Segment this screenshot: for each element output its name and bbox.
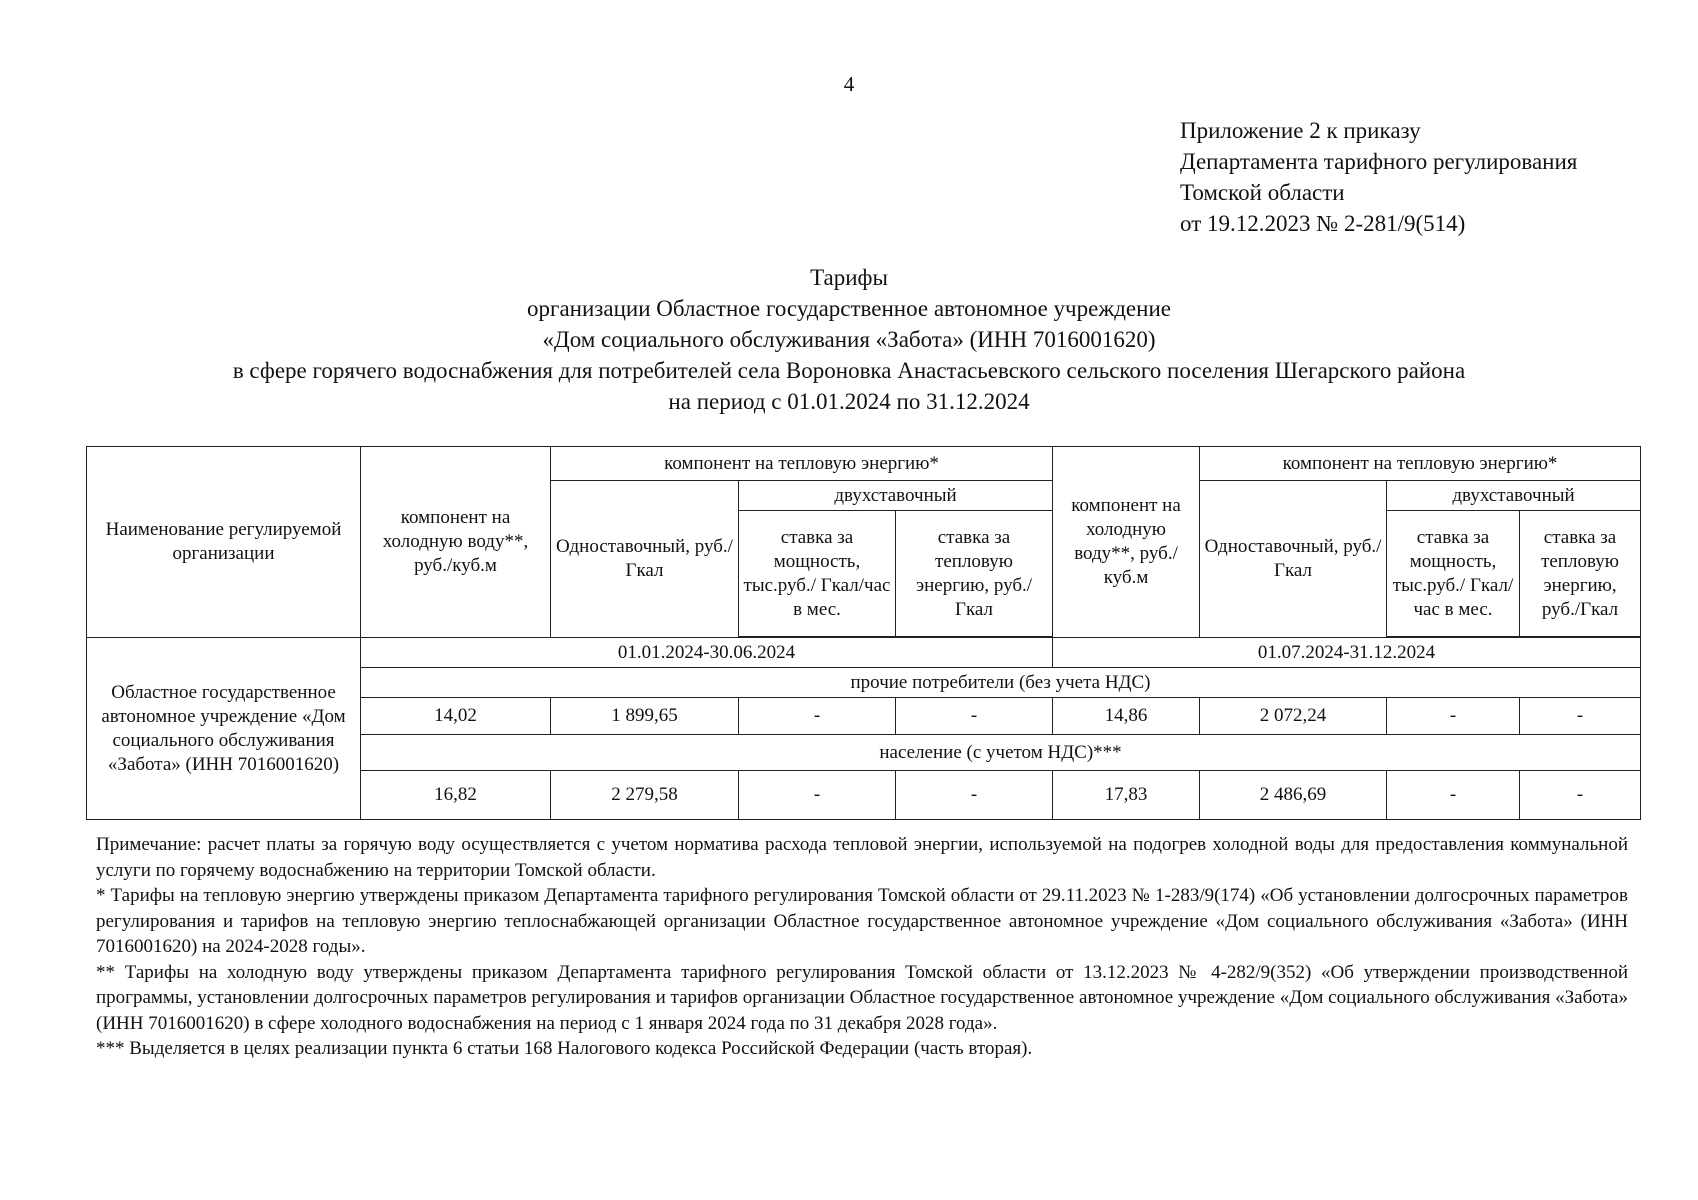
table-cell: 17,83 — [1053, 771, 1200, 820]
table-cell: - — [1520, 698, 1641, 735]
header-capacity-rate: ставка за мощность, тыс.руб./ Гкал/час в мес. — [739, 511, 896, 637]
annex-line: Томской области — [1180, 180, 1345, 205]
header-org-name: Наименование регулируемой организации — [87, 447, 361, 638]
table-cell: - — [1387, 698, 1520, 735]
table-cell: 1 899,65 — [551, 698, 739, 735]
table-cell: - — [739, 771, 896, 820]
table-cell: - — [896, 771, 1053, 820]
group-population: население (с учетом НДС)*** — [361, 735, 1641, 771]
table-cell: - — [896, 698, 1053, 735]
table-cell: 2 279,58 — [551, 771, 739, 820]
annex-line: от 19.12.2023 № 2-281/9(514) — [1180, 211, 1466, 236]
title-line: организации Областное государственное автономное учреждение — [527, 296, 1171, 321]
header-capacity-rate-2: ставка за мощность, тыс.руб./ Гкал/час в мес. — [1387, 511, 1520, 637]
note-paragraph: *** Выделяется в целях реализации пункта 6 статьи 168 Налогового кодекса Российской Федерации (часть вторая). — [96, 1038, 1033, 1059]
table-cell: 16,82 — [361, 771, 551, 820]
annex-line: Департамента тарифного регулирования — [1180, 149, 1578, 174]
header-energy-rate-2: ставка за тепловую энергию, руб./Гкал — [1520, 511, 1641, 637]
note-paragraph: * Тарифы на тепловую энергию утверждены приказом Департамента тарифного регулирования Томской области от 29.11.2023 № 1-283/9(174) «Об установлении долгосрочных параметров регулирования и тарифов на тепловую энергию теплоснабжающей организации Областное государственное автономное учреждение «Дом социального обслуживания «Забота» (ИНН 7016001620) на 2024-2028 годы». — [96, 885, 1628, 957]
document-title — [0, 262, 1698, 417]
note-paragraph: ** Тарифы на холодную воду утверждены приказом Департамента тарифного регулирования Томской области от 13.12.2023 № 4-282/9(352) «Об утверждении производственной программы, установлении долгосрочных параметров регулирования и тарифов организации Областное государственное автономное учреждение «Дом социального обслуживания «Забота» (ИНН 7016001620) в сфере холодного водоснабжения на период с 1 января 2024 года по 31 декабря 2028 года». — [96, 961, 1628, 1034]
table-cell: - — [739, 698, 896, 735]
org-name-cell: Областное государственное автономное учреждение «Дом социального обслуживания «Забота» (ИНН 7016001620) — [87, 638, 361, 820]
notes-section — [96, 832, 1628, 1062]
header-single-rate: Одноставочный, руб./Гкал — [551, 481, 739, 638]
table-cell: - — [1520, 771, 1641, 820]
note-paragraph: Примечание: расчет платы за горячую воду осуществляется с учетом норматива расхода тепловой энергии, используемой на подогрев холодной воды для предоставления коммунальной услуги по горячему водоснабжению на территории Томской области. — [96, 834, 1628, 881]
annex-header — [1180, 115, 1577, 239]
header-heat-component-2: компонент на тепловую энергию* — [1200, 447, 1641, 481]
header-cold-water-2: компонент на холодную воду**, руб./куб.м — [1053, 447, 1200, 638]
group-other-consumers: прочие потребители (без учета НДС) — [361, 668, 1641, 698]
table-cell: - — [1387, 771, 1520, 820]
header-cold-water: компонент на холодную воду**, руб./куб.м — [361, 447, 551, 638]
table-cell: 14,86 — [1053, 698, 1200, 735]
header-heat-component: компонент на тепловую энергию* — [551, 447, 1053, 481]
period-2: 01.07.2024-31.12.2024 — [1053, 638, 1641, 668]
annex-line: Приложение 2 к приказу — [1180, 118, 1421, 143]
header-two-rate-2: двухставочный — [1387, 481, 1641, 511]
table-cell: 2 072,24 — [1200, 698, 1387, 735]
table-cell: 14,02 — [361, 698, 551, 735]
header-energy-rate: ставка за тепловую энергию, руб./Гкал — [896, 511, 1053, 637]
page-number: 4 — [843, 72, 855, 96]
title-line: на период с 01.01.2024 по 31.12.2024 — [668, 389, 1030, 414]
header-two-rate: двухставочный — [739, 481, 1053, 511]
title-line: в сфере горячего водоснабжения для потребителей села Вороновка Анастасьевского сельского поселения Шегарского района — [232, 358, 1466, 383]
title-line: Тарифы — [810, 265, 888, 290]
table-cell: 2 486,69 — [1200, 771, 1387, 820]
period-1: 01.01.2024-30.06.2024 — [361, 638, 1053, 668]
tariffs-table — [86, 446, 1641, 820]
header-single-rate-2: Одноставочный, руб./Гкал — [1200, 481, 1387, 638]
title-line: «Дом социального обслуживания «Забота» (ИНН 7016001620) — [542, 327, 1156, 352]
